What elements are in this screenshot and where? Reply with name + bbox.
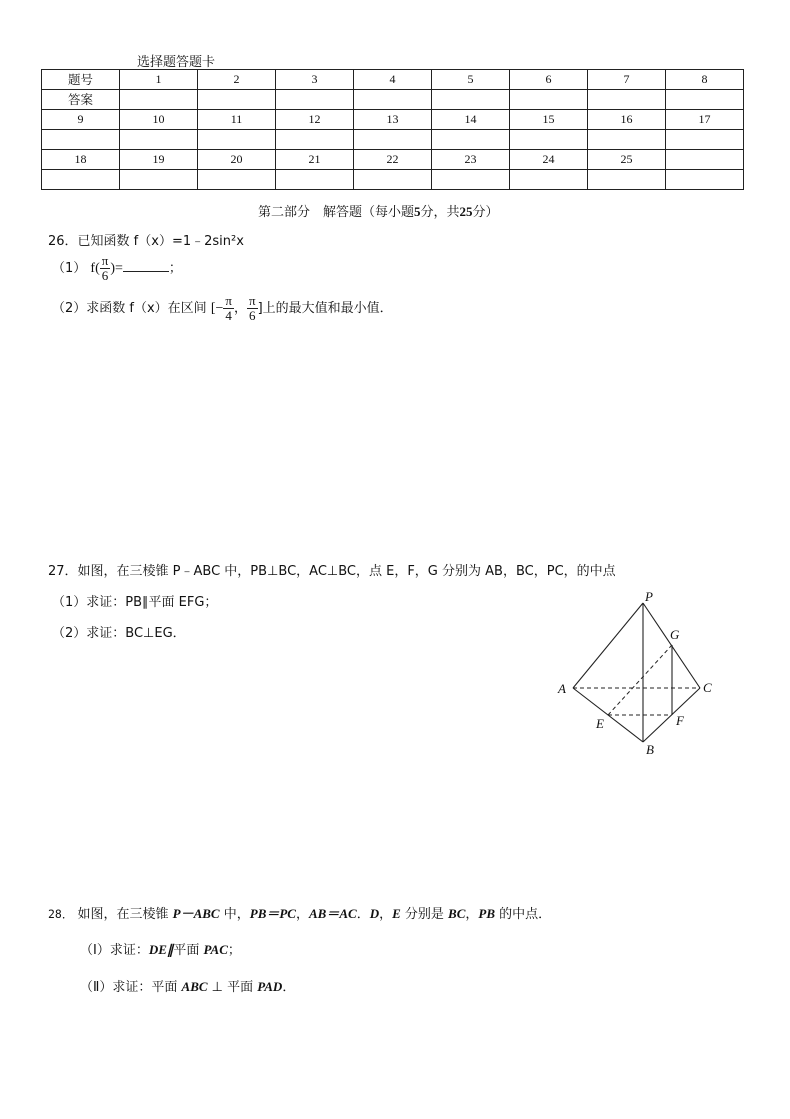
q28-expr: PAC <box>203 942 228 957</box>
part-two-heading-text: 第二部分 解答题（每小题 <box>258 205 415 220</box>
q28-part2 <box>80 976 295 995</box>
answer-card-table <box>41 69 744 190</box>
answer-card-row <box>42 90 744 110</box>
fraction-numerator: π <box>225 293 232 308</box>
answer-label: 答案 <box>42 90 120 110</box>
tetrahedron-figure <box>550 585 730 760</box>
q28-text: ． <box>356 907 370 922</box>
interval-comma: ， <box>233 301 247 316</box>
question-number-cell: 1 <box>120 70 198 90</box>
q28-stem <box>48 903 551 922</box>
answer-cell[interactable] <box>198 90 276 110</box>
answer-cell[interactable] <box>666 90 744 110</box>
perpendicular-symbol: ⊥ <box>207 980 228 995</box>
answer-cell[interactable] <box>588 130 666 150</box>
equals-sign: )= <box>110 261 123 276</box>
answer-cell[interactable] <box>510 90 588 110</box>
per-question-score: 5 <box>414 204 421 219</box>
question-number-cell: 25 <box>588 150 666 170</box>
q26-part2 <box>52 294 393 323</box>
answer-cell[interactable] <box>276 170 354 190</box>
q27-part2: （2）求证：BC⊥EG． <box>52 626 186 641</box>
q28-expr: ABC <box>181 979 208 994</box>
answer-card-row <box>42 110 744 130</box>
answer-cell[interactable] <box>42 130 120 150</box>
label-C: C <box>703 680 712 695</box>
question-number-cell: 19 <box>120 150 198 170</box>
q28-expr: BC <box>448 906 466 921</box>
question-number-cell: 9 <box>42 110 120 130</box>
question-number-cell <box>666 150 744 170</box>
answer-cell[interactable] <box>354 130 432 150</box>
q28-expr: E <box>392 906 401 921</box>
q26-part2-end: ]上的最大值和最小值． <box>257 301 393 316</box>
q28-expr: PB <box>478 906 496 921</box>
answer-cell[interactable] <box>666 170 744 190</box>
q28-expr: PAD <box>257 979 283 994</box>
part-two-heading-end: 分） <box>472 205 499 220</box>
question-number-cell: 17 <box>666 110 744 130</box>
question-number-label: 题号 <box>42 70 120 90</box>
q28-expr: PB＝PC <box>249 906 296 921</box>
answer-card-row <box>42 70 744 90</box>
question-number-cell: 14 <box>432 110 510 130</box>
answer-cell[interactable] <box>432 90 510 110</box>
q28-part1 <box>80 939 241 958</box>
q27-stem: 27．如图，在三棱锥 P﹣ABC 中，PB⊥BC，AC⊥BC，点 E，F，G 分别为 AB，BC，PC，的中点 <box>48 564 616 579</box>
question-number-cell: 15 <box>510 110 588 130</box>
q28-text: 分别是 <box>400 907 449 922</box>
question-number-cell: 12 <box>276 110 354 130</box>
q26-stem: 26．已知函数 f（x）=1﹣2sin²x <box>48 234 244 249</box>
question-number-cell: 6 <box>510 70 588 90</box>
question-number-cell: 11 <box>198 110 276 130</box>
answer-cell[interactable] <box>198 170 276 190</box>
fraction-denominator: 4 <box>225 308 232 323</box>
fraction-denominator: 6 <box>101 268 109 283</box>
question-number-cell: 5 <box>432 70 510 90</box>
label-A: A <box>558 681 566 696</box>
question-number-cell: 3 <box>276 70 354 90</box>
question-number-cell: 21 <box>276 150 354 170</box>
fraction-pi-over-6 <box>100 254 111 283</box>
q28-text: 如图，在三棱锥 <box>77 907 173 922</box>
answer-cell[interactable] <box>510 170 588 190</box>
answer-cell[interactable] <box>354 90 432 110</box>
answer-cell[interactable] <box>588 90 666 110</box>
q28-expr: P－ABC <box>172 906 220 921</box>
question-number-cell: 24 <box>510 150 588 170</box>
function-f: f( <box>90 261 100 276</box>
answer-blank <box>123 260 169 272</box>
q28-expr: D <box>369 906 380 921</box>
label-B: B <box>646 742 654 757</box>
q28-text: 平面 <box>173 943 204 958</box>
answer-card-row <box>42 130 744 150</box>
q28-text: ， <box>295 907 309 922</box>
q28-text: 平面 <box>227 980 258 995</box>
fraction-numerator: π <box>248 293 256 308</box>
question-number-cell: 16 <box>588 110 666 130</box>
label-F: F <box>676 713 684 728</box>
answer-cell[interactable] <box>432 130 510 150</box>
answer-cell[interactable] <box>354 170 432 190</box>
fraction-pi-over-6 <box>247 294 258 323</box>
answer-cell[interactable] <box>120 130 198 150</box>
question-number-cell: 7 <box>588 70 666 90</box>
q28-text: 中， <box>219 907 250 922</box>
question-number-cell: 2 <box>198 70 276 90</box>
part-two-heading-mid: 分，共 <box>420 205 460 220</box>
dashed-EG <box>608 645 672 715</box>
q28-text: ， <box>379 907 393 922</box>
question-number-cell: 4 <box>354 70 432 90</box>
answer-cell[interactable] <box>510 130 588 150</box>
q26-part1 <box>52 254 182 283</box>
question-number-cell: 13 <box>354 110 432 130</box>
q28-text: 的中点． <box>495 907 552 922</box>
q28-expr: DE∥ <box>148 942 174 957</box>
fraction-numerator: π <box>101 253 109 268</box>
q28-text: ． <box>282 980 296 995</box>
fraction-pi-over-4 <box>223 294 234 323</box>
q26-part1-label: （1） <box>52 261 87 276</box>
q28-text: ， <box>465 907 479 922</box>
q26-part1-end: ； <box>168 261 182 276</box>
total-score: 25 <box>459 204 473 219</box>
q26-part2-text: （2）求函数 f（x）在区间 <box>52 301 207 316</box>
question-number-cell: 22 <box>354 150 432 170</box>
answer-card-row <box>42 170 744 190</box>
question-number-cell: 20 <box>198 150 276 170</box>
q28-text: ； <box>227 943 241 958</box>
answer-cell[interactable] <box>42 170 120 190</box>
q27-part1: （1）求证：PB∥平面 EFG； <box>52 595 218 610</box>
interval-left-bracket: [− <box>210 301 224 316</box>
question-number-cell: 23 <box>432 150 510 170</box>
question-number-cell: 10 <box>120 110 198 130</box>
part-two-heading <box>258 201 499 220</box>
label-E: E <box>596 716 604 731</box>
question-number-cell: 18 <box>42 150 120 170</box>
answer-card-row <box>42 150 744 170</box>
answer-cell[interactable] <box>198 130 276 150</box>
q28-part2-label: （Ⅱ）求证：平面 <box>80 980 182 995</box>
answer-cell[interactable] <box>588 170 666 190</box>
answer-cell[interactable] <box>276 90 354 110</box>
q28-number: 28． <box>48 907 74 921</box>
answer-card-title: 选择题答题卡 <box>137 55 216 70</box>
q28-expr: AB＝AC <box>309 906 357 921</box>
fraction-denominator: 6 <box>249 308 256 323</box>
answer-cell[interactable] <box>276 130 354 150</box>
question-number-cell: 8 <box>666 70 744 90</box>
answer-cell[interactable] <box>120 170 198 190</box>
label-P: P <box>645 589 653 604</box>
answer-cell[interactable] <box>120 90 198 110</box>
answer-cell[interactable] <box>432 170 510 190</box>
edge-PA <box>573 603 643 688</box>
label-G: G <box>670 627 680 642</box>
q28-part1-label: （Ⅰ）求证： <box>80 943 149 958</box>
answer-cell[interactable] <box>666 130 744 150</box>
